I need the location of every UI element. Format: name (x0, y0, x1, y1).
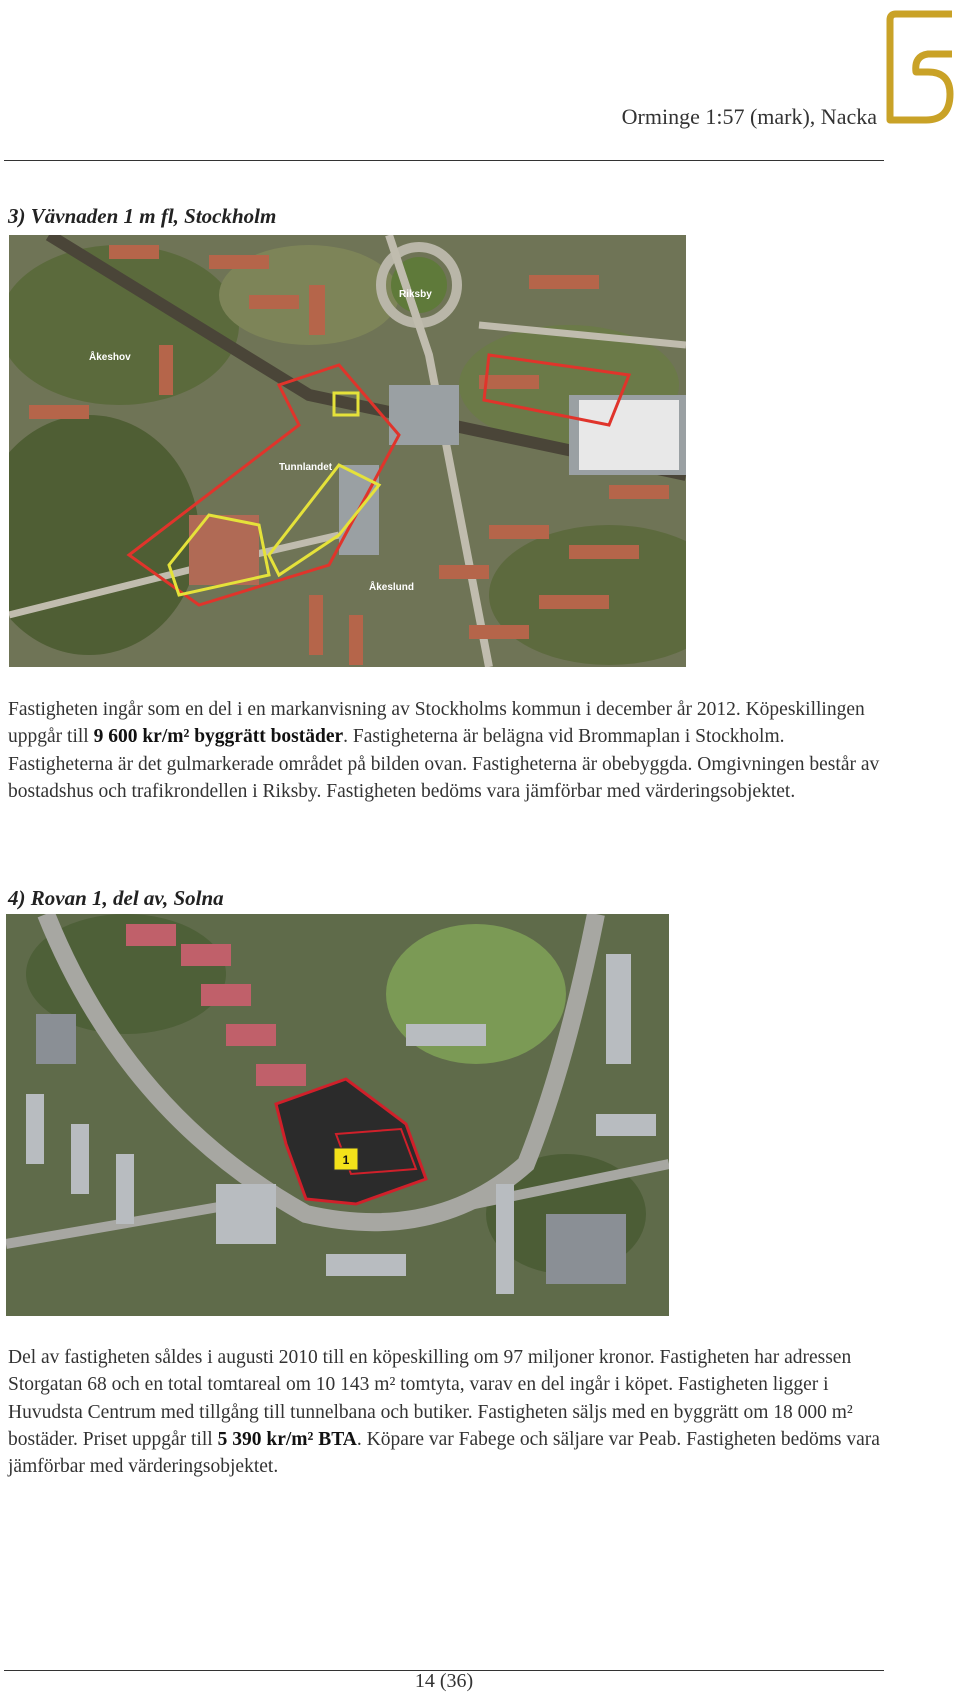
document-title: Orminge 1:57 (mark), Nacka (621, 104, 877, 129)
section-heading-vavnaden: 3) Vävnaden 1 m fl, Stockholm (8, 204, 277, 228)
paragraph-vavnaden: Fastigheten ingår som en del i en markanvisning av Stockholms kommun i december år 2012. Köpeskillingen uppgår till 9 600 kr/m² byggrätt bostäder. Fastigheterna är belägna vid Brommaplan i Stockholm. Fastigheterna är det gulmarkerade området på bilden ovan. Fastigheterna är obebyggda. Omgivningen består av bostadshus och trafikrondellen i Riksby. Fastigheten bedöms vara jämförbar med värderingsobjektet. (8, 699, 880, 802)
map-label-akeshov: Åkeshov (89, 352, 131, 363)
price-vavnaden: 9 600 kr/m² byggrätt bostäder (93, 726, 344, 748)
aerial-photo-vavnaden (9, 235, 686, 667)
header-divider (4, 160, 884, 161)
section-heading-rovan: 4) Rovan 1, del av, Solna (8, 886, 224, 910)
map-label-akeslund: Åkeslund (369, 582, 415, 593)
map-marker-label: 1 (342, 1153, 350, 1167)
price-rovan: 5 390 kr/m² BTA (217, 1428, 357, 1450)
page-number: 14 (36) (414, 1670, 474, 1692)
company-logo (886, 8, 954, 126)
paragraph-rovan: Del av fastigheten såldes i augusti 2010 till en köpeskilling om 97 miljoner kronor. Fastigheten har adressen Storgatan 68 och en total tomtareal om 10 143 m² tomtyta, varav en del ingår i köpet. Fastigheten ligger i Huvudsta Centrum med tillgång till tunnelbana och butiker. Fastigheten säljs med en byggrätt om 18 000 m² bostäder. Priset uppgår till 5 390 kr/m² BTA. Köpare var Fabege och säljare var Peab. Fastigheten bedöms vara jämförbar med värderingsobjektet. (8, 1347, 880, 1478)
map-label-riksby: Riksby (399, 289, 432, 300)
aerial-photo-rovan (6, 914, 669, 1316)
map-label-tunnlandet: Tunnlandet (279, 462, 333, 473)
